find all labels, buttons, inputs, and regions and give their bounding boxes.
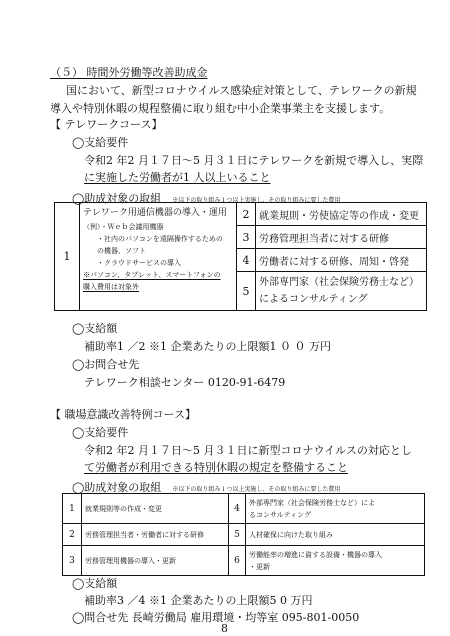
workplace-right-item: 人材確保に向けた取り組み: [246, 524, 425, 546]
workplace-table: [62, 493, 425, 576]
item5-line-2: によるコンサルティング: [259, 294, 368, 305]
telework-table: [54, 202, 427, 311]
workplace-title: 【 職場意識改善特例コース】: [50, 408, 196, 421]
workplace-req-label: ◯支給要件: [72, 426, 129, 439]
telework-item-no: 5: [237, 272, 256, 311]
telework-req-line-1: 令和2 年2 月１７日～5 月３１日にテレワークを新規で導入し、実際: [84, 154, 424, 167]
workplace-amount-label: ◯支給額: [72, 577, 118, 590]
right-item-line-2: るコンサルティング: [249, 510, 311, 519]
workplace-row-no: 6: [229, 546, 246, 576]
intro-line-1: 国において、新型コロナウイルス感染症対策として、テレワークの新規: [66, 84, 417, 97]
item1-sub-3: の機器、ソフト: [97, 247, 146, 255]
telework-item-text: 就業規則・労使協定等の作成・変更: [256, 203, 427, 226]
telework-req-line-2: に実施した労働者が1 人以上いること: [84, 171, 271, 184]
section-heading: （５） 時間外労働等改善助成金: [50, 66, 208, 79]
telework-title: 【 テレワークコース】: [50, 118, 163, 131]
workplace-row-no: 4: [229, 494, 246, 524]
item1-note-2: 購入費用は対象外: [83, 283, 139, 291]
right-item-line-1: 労働能率の増進に資する設備・機器の導入: [249, 550, 382, 559]
telework-contact: テレワーク相談センター 0120-91-6479: [84, 376, 286, 389]
workplace-left-item: 就業規則等の作成・変更: [82, 494, 229, 524]
intro-line-2: 導入や特別休暇の規程整備に取り組む中小企業事業主を支援します。: [50, 102, 391, 115]
workplace-row-no: 3: [63, 546, 82, 576]
workplace-contact: ◯問合せ先 長崎労働局 雇用環境・均等室 095-801-0050: [72, 611, 360, 624]
telework-item-no: 2: [237, 203, 256, 226]
telework-row-no: 1: [55, 203, 80, 311]
workplace-row-no: 2: [63, 524, 82, 546]
telework-amount-label: ◯支給額: [72, 322, 118, 335]
telework-item-text: [256, 272, 427, 311]
item5-line-1: 外部専門家（社会保険労務士など）: [259, 277, 419, 288]
workplace-target-label: ◯助成対象の取組: [72, 481, 162, 494]
telework-target-note: ※以下の取り組み１つ以上実施し、その取り組みに要した費用: [172, 197, 341, 204]
item1-sub-2: ・社内のパソコンを遠隔操作するための: [97, 235, 223, 243]
telework-item-text: 労働者に対する研修、周知・啓発: [256, 249, 427, 272]
telework-amount: 補助率1 ／2 ※1 企業あたりの上限額1 ０ ０ 万円: [84, 340, 331, 353]
workplace-target-note: ※以下の取り組み１つ以上実施し、その取り組みに要した費用: [172, 486, 341, 493]
item1-sub-1: （例）・Ｗｅｂ会議用機器: [83, 223, 164, 231]
right-item-line-1: 外部専門家（社会保険労務士など）によ: [249, 498, 375, 507]
right-item-line-2: ・更新: [249, 562, 270, 571]
workplace-left-item: 労務管理用機器の導入・更新: [82, 546, 229, 576]
workplace-right-item: [246, 494, 425, 524]
workplace-req-line-2: て労働者が利用できる特別休暇の規定を整備すること: [84, 461, 348, 474]
item1-title: テレワーク用通信機器の導入・運用: [83, 208, 227, 218]
telework-req-label: ◯支給要件: [72, 136, 129, 149]
telework-contact-label: ◯お問合せ先: [72, 358, 140, 371]
item1-sub-4: ・クラウドサービスの導入: [97, 259, 181, 267]
telework-item-text: 労務管理担当者に対する研修: [256, 226, 427, 249]
workplace-left-item: 労務管理担当者・労働者に対する研修: [82, 524, 229, 546]
telework-target-label: ◯助成対象の取組: [72, 192, 162, 205]
telework-item-no: 3: [237, 226, 256, 249]
workplace-amount: 補助率3 ／4 ※1 企業あたりの上限額5 0 万円: [84, 594, 313, 607]
telework-item-1: [80, 203, 237, 311]
telework-item-no: 4: [237, 249, 256, 272]
workplace-row-no: 1: [63, 494, 82, 524]
item1-note-1: ※パソコン、タブレット、スマートフォンの: [83, 271, 221, 279]
page-number: 8: [221, 622, 228, 635]
workplace-right-item: [246, 546, 425, 576]
workplace-req-line-1: 令和2 年2 月１７日～5 月３１日に新型コロナウイルスの対応とし: [84, 444, 412, 457]
workplace-row-no: 5: [229, 524, 246, 546]
